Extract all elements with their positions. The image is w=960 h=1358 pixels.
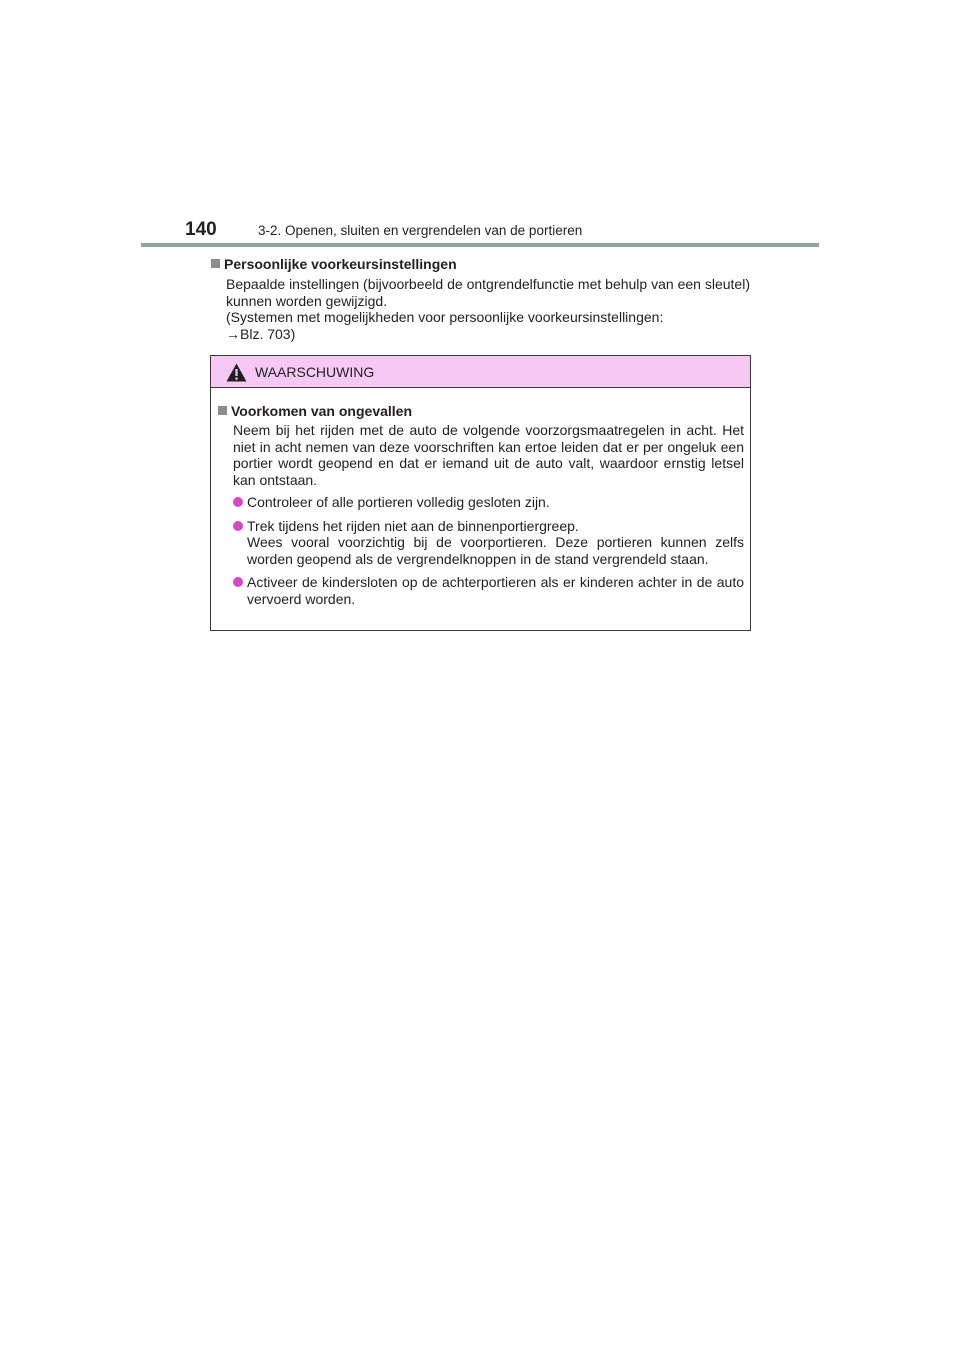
list-item	[233, 518, 744, 568]
topic-heading-text: Persoonlijke voorkeursinstellingen	[224, 256, 457, 272]
page-header	[141, 219, 819, 247]
topic-ref-line: (Systemen met mogelijkheden voor persoonlijke voorkeursinstellingen:	[226, 309, 664, 325]
header-rule	[141, 243, 819, 247]
warning-body	[211, 388, 750, 607]
topic-heading	[210, 255, 750, 273]
square-bullet-icon	[218, 406, 227, 415]
list-item	[233, 494, 744, 511]
list-item-text: Controleer of alle portieren volledig gesloten zijn.	[247, 494, 550, 510]
list-item-text: Trek tijdens het rijden niet aan de binnenportiergreep.	[247, 517, 579, 534]
round-bullet-icon	[233, 497, 243, 507]
section-title: 3-2. Openen, sluiten en vergrendelen van de portieren	[258, 223, 583, 238]
warning-header	[211, 356, 750, 388]
topic-body-text: Bepaalde instellingen (bijvoorbeeld de ontgrendelfunctie met behulp van een sleutel) kunnen worden gewijzigd.	[226, 276, 750, 309]
warning-box	[210, 355, 751, 631]
warning-intro: Neem bij het rijden met de auto de volgende voorzorgsmaatregelen in acht. Het niet in acht nemen van deze voorschriften kan ertoe leiden dat er per ongeluk een portier wordt geopend en dat er iemand uit de auto valt, waardoor ernstig letsel kan ontstaan.	[233, 422, 744, 488]
warning-title: WAARSCHUWING	[255, 364, 375, 380]
list-item-text: Activeer de kindersloten op de achterportieren als er kinderen achter in de auto vervoerd worden.	[247, 574, 744, 607]
topic-personal-settings	[210, 255, 750, 342]
warning-bullet-list	[233, 494, 744, 607]
square-bullet-icon	[211, 259, 220, 268]
list-item-text-continued: Wees vooral voorzichtig bij de voorportieren. Deze portieren kunnen zelfs worden geopend als de vergrendelknoppen in de stand vergrendeld staan.	[247, 534, 744, 567]
warning-heading	[217, 402, 744, 420]
page-number: 140	[185, 219, 217, 240]
warning-heading-text: Voorkomen van ongevallen	[231, 403, 413, 419]
round-bullet-icon	[233, 521, 243, 531]
list-item	[233, 574, 744, 607]
round-bullet-icon	[233, 577, 243, 587]
topic-body	[226, 276, 750, 342]
topic-ref-page: →Blz. 703)	[226, 325, 296, 342]
warning-triangle-icon	[226, 363, 247, 382]
